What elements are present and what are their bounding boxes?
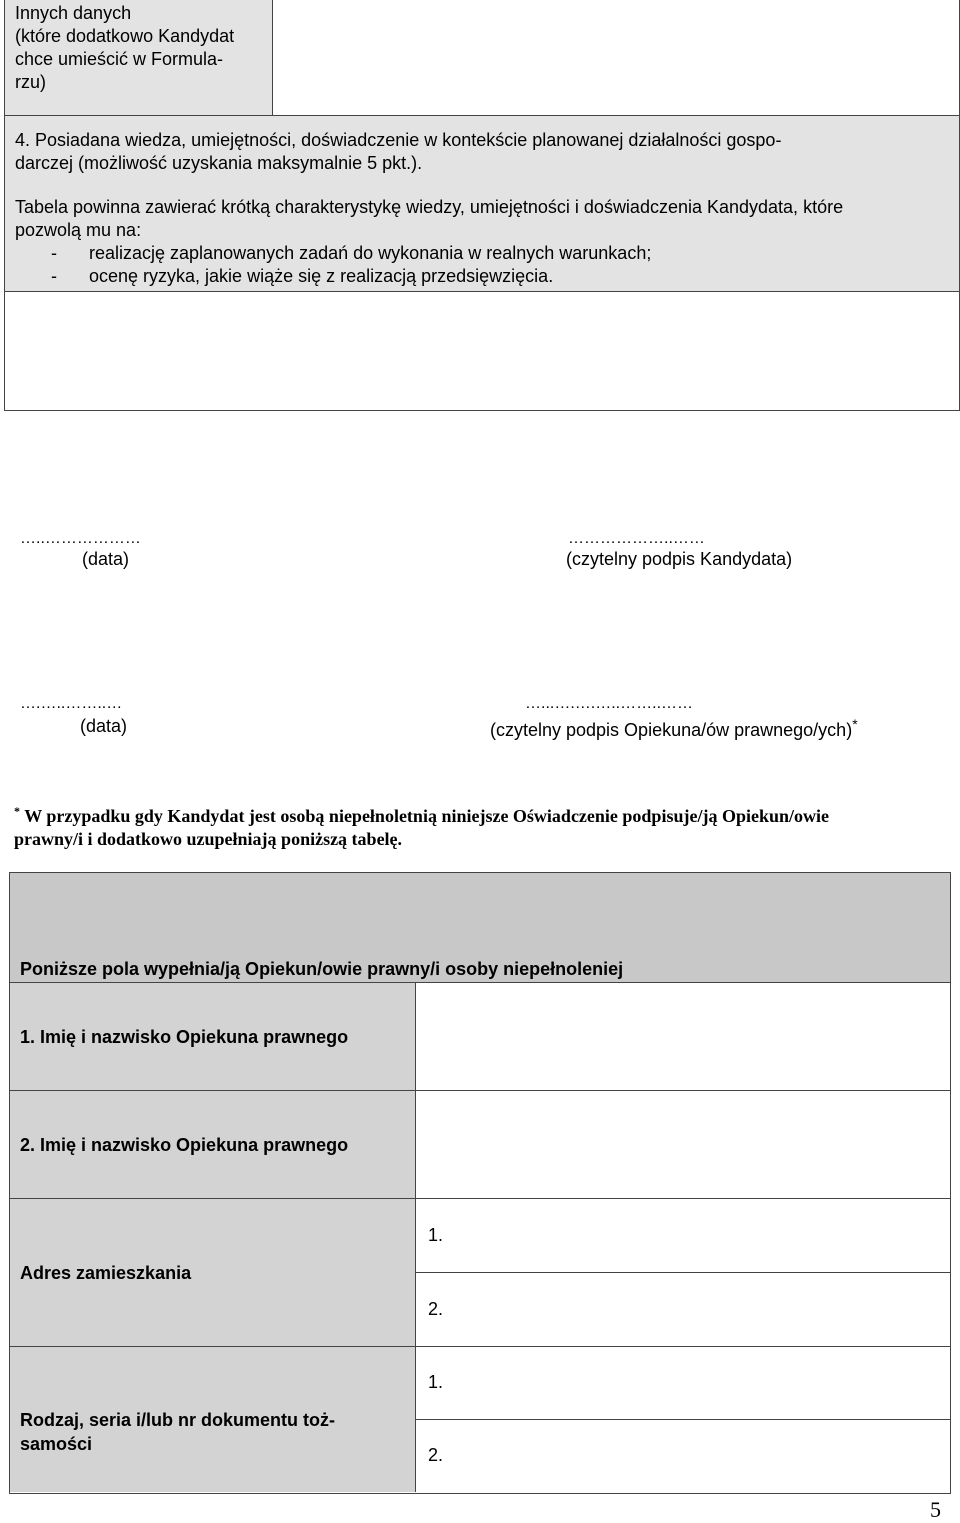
- guardian-table: [9, 872, 951, 1494]
- id-document-label-line: samości: [20, 1434, 93, 1454]
- top-form-table: [4, 0, 960, 411]
- address-field-2[interactable]: 2.: [428, 1298, 444, 1319]
- list-item-text: realizację zaplanowanych zadań do wykonania w realnych warunkach;: [89, 243, 652, 263]
- candidate-signature-label: (czytelny podpis Kandydata): [566, 549, 793, 569]
- asterisk-mark: *: [14, 804, 20, 818]
- other-data-label-line: Innych danych: [15, 3, 132, 23]
- guardian-signature-text: (czytelny podpis Opiekuna/ów prawnego/ych): [490, 720, 853, 740]
- guardian-table-header-text: Poniższe pola wypełnia/ją Opiekun/owie prawny/i osoby niepełnoleniej: [20, 959, 624, 979]
- dash-bullet: -: [51, 243, 57, 263]
- date-dots: …..………………: [20, 530, 141, 547]
- page-number: 5: [930, 1497, 941, 1522]
- other-data-field[interactable]: [273, 0, 959, 116]
- guardian1-name-field[interactable]: [416, 983, 950, 1090]
- list-item-text: ocenę ryzyka, jakie wiąże się z realizacją przedsięwzięcia.: [89, 266, 554, 286]
- guardian-table-header: [10, 873, 950, 983]
- other-data-label: [5, 0, 273, 116]
- dash-bullet: -: [51, 266, 57, 286]
- footnote-line: [14, 800, 944, 828]
- section-4-desc-line: pozwolą mu na:: [15, 220, 142, 240]
- table-row: [10, 1199, 950, 1347]
- address-field-1[interactable]: 1.: [416, 1199, 950, 1273]
- list-item: [15, 242, 949, 265]
- section-4-heading-line: 4. Posiadana wiedza, umiejętności, doświadczenie w kontekście planowanej działalności gospo-: [15, 130, 782, 150]
- date-label: (data): [80, 716, 128, 736]
- section-4-desc-line: Tabela powinna zawierać krótką charakterystykę wiedzy, umiejętności i doświadczenia Kandydata, które: [15, 197, 844, 217]
- id-document-label-line: Rodzaj, seria i/lub nr dokumentu toż-: [20, 1410, 336, 1430]
- other-data-label-line: rzu): [15, 72, 46, 92]
- address-label: Adres zamieszkania: [10, 1199, 416, 1346]
- date-label: (data): [82, 549, 130, 569]
- footnote: [14, 800, 944, 851]
- other-data-label-line: (które dodatkowo Kandydat: [15, 26, 235, 46]
- guardian2-name-field[interactable]: [416, 1091, 950, 1198]
- guardian1-name-label: 1. Imię i nazwisko Opiekuna prawnego: [10, 983, 416, 1090]
- section-4-heading: [15, 129, 949, 175]
- list-item: [15, 265, 949, 288]
- guardian-signature-dots: …...….….…..……..……: [525, 695, 694, 712]
- section-4: [5, 116, 959, 292]
- candidate-signature-dots: ………………..……: [568, 530, 705, 547]
- asterisk-mark: *: [852, 716, 858, 732]
- id-document-field-2[interactable]: 2.: [428, 1445, 444, 1466]
- footnote-text: W przypadku gdy Kandydat jest osobą niepełnoletnią niniejsze Oświadczenie podpisuje/ją Opiekun/owie: [24, 806, 829, 826]
- address-field: [416, 1199, 950, 1346]
- section-4-heading-line: darczej (możliwość uzyskania maksymalnie 5 pkt.).: [15, 153, 423, 173]
- table-row: [10, 983, 950, 1091]
- section-4-list: [15, 242, 949, 288]
- id-document-field: [416, 1347, 950, 1492]
- id-document-label: [10, 1347, 416, 1492]
- section-4-description: [15, 196, 949, 242]
- guardian2-name-label: 2. Imię i nazwisko Opiekuna prawnego: [10, 1091, 416, 1198]
- table-row: [10, 1091, 950, 1199]
- other-data-label-line: chce umieścić w Formula-: [15, 49, 224, 69]
- id-document-field-1[interactable]: 1.: [416, 1347, 950, 1420]
- date-dots: ….…..……..…: [20, 695, 123, 712]
- footnote-line: prawny/i i dodatkowo uzupełniają poniższą tabelę.: [14, 829, 403, 849]
- section-4-answer-field[interactable]: [5, 292, 959, 410]
- table-row: [10, 1347, 950, 1492]
- guardian-signature-label: [490, 716, 858, 741]
